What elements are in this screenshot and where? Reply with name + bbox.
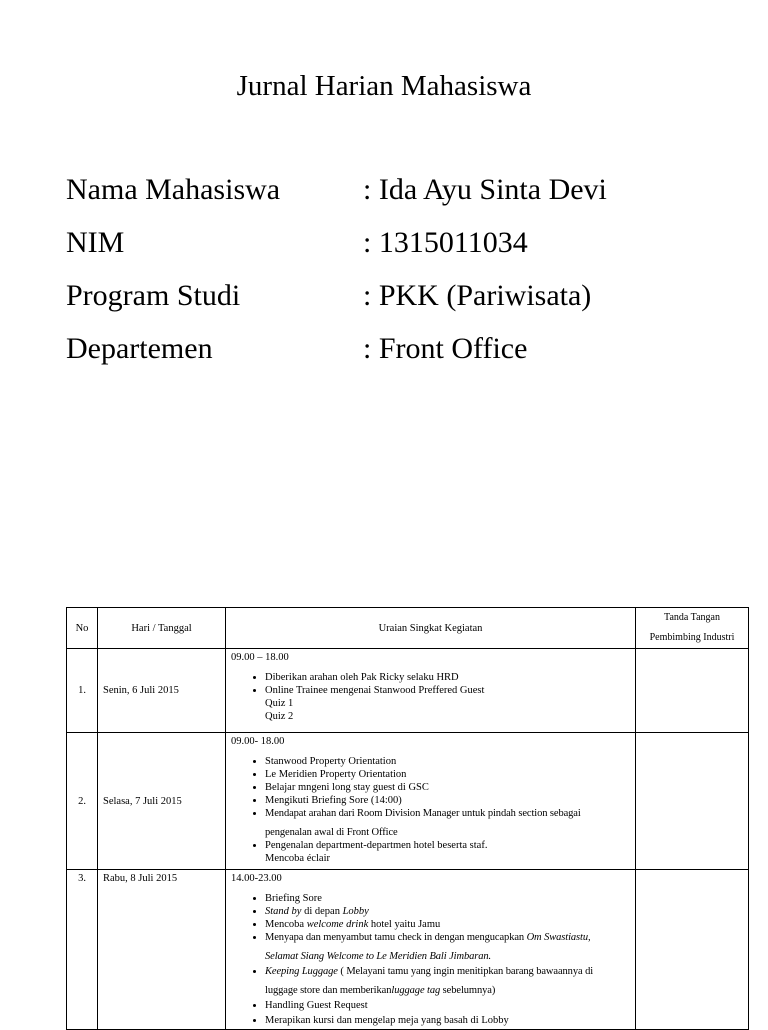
list-item: • Merapikan kursi dan mengelap meja yang basah di Lobby — [265, 1014, 630, 1027]
row-activities — [226, 870, 636, 1030]
activity-list — [231, 671, 630, 697]
list-item: • Briefing Sore — [265, 892, 630, 905]
list-item-emphasis: Keeping Luggage — [265, 966, 338, 977]
header-date: Hari / Tanggal — [98, 608, 226, 649]
list-item-text: luggage store dan memberikan — [265, 985, 392, 996]
page-title: Jurnal Harian Mahasiswa — [236, 70, 532, 102]
list-item: • Le Meridien Property Orientation — [265, 768, 630, 781]
row-no: 1. — [67, 649, 98, 733]
list-item-text: di depan — [301, 906, 343, 917]
info-value: : Front Office — [363, 332, 528, 365]
info-value: : PKK (Pariwisata) — [363, 279, 592, 312]
activity-sub-item: Quiz 1 — [265, 698, 294, 709]
list-item-emphasis: Om Swastiastu, — [526, 932, 591, 943]
table-header-row — [67, 608, 749, 649]
list-item — [265, 965, 630, 997]
row-activities — [226, 649, 636, 733]
list-item — [265, 918, 630, 931]
list-item: • Handling Guest Request — [265, 999, 630, 1012]
activity-sub-item: Mencoba éclair — [265, 853, 331, 864]
list-item-text: Mencoba — [265, 919, 307, 930]
info-label: Departemen — [66, 332, 213, 365]
activity-time: 14.00-23.00 — [231, 873, 282, 884]
row-no: 3. — [67, 870, 98, 1030]
header-no: No — [67, 608, 98, 649]
info-label: Nama Mahasiswa — [66, 173, 281, 206]
list-item-emphasis: Stand by — [265, 906, 302, 917]
row-no: 2. — [67, 733, 98, 870]
list-item-line: Mendapat arahan dari Room Division Manager untuk pindah section sebagai — [265, 808, 581, 819]
header-signature — [636, 608, 749, 649]
row-date: Selasa, 7 Juli 2015 — [98, 733, 226, 870]
list-item-emphasis: Lobby — [342, 906, 369, 917]
list-item-text: Menyapa dan menyambut tamu check in dengan mengucapkan — [265, 932, 527, 943]
list-item-line: pengenalan awal di Front Office — [265, 827, 398, 838]
info-label: NIM — [66, 226, 125, 259]
list-item-text: hotel yaitu Jamu — [368, 919, 441, 930]
info-value: : Ida Ayu Sinta Devi — [363, 173, 607, 206]
signature-cell — [636, 649, 749, 733]
list-item-emphasis: welcome drink — [306, 919, 369, 930]
list-item: • Pengenalan department-departmen hotel beserta staf. — [265, 839, 630, 852]
list-item: • Mengikuti Briefing Sore (14:00) — [265, 794, 630, 807]
list-item: • Online Trainee mengenai Stanwood Preffered Guest — [265, 684, 630, 697]
info-label: Program Studi — [66, 279, 241, 312]
row-date: Senin, 6 Juli 2015 — [98, 649, 226, 733]
activity-time: 09.00- 18.00 — [231, 736, 285, 747]
row-activities — [226, 733, 636, 870]
table-row — [67, 870, 749, 1030]
list-item — [265, 807, 630, 839]
row-date: Rabu, 8 Juli 2015 — [98, 870, 226, 1030]
list-item: • Stanwood Property Orientation — [265, 755, 630, 768]
list-item: • Belajar mngeni long stay guest di GSC — [265, 781, 630, 794]
table-row — [67, 733, 749, 870]
info-value: : 1315011034 — [363, 226, 528, 259]
activity-time: 09.00 – 18.00 — [231, 652, 289, 663]
list-item: • Diberikan arahan oleh Pak Ricky selaku HRD — [265, 671, 630, 684]
signature-cell — [636, 870, 749, 1030]
activity-sub-item: Quiz 2 — [265, 711, 294, 722]
list-item-emphasis: Selamat Siang Welcome to Le Meridien Bali Jimbaran. — [265, 951, 492, 962]
journal-table — [66, 607, 749, 1030]
signature-cell — [636, 733, 749, 870]
list-item — [265, 905, 630, 918]
activity-list — [231, 892, 630, 1027]
list-item — [265, 931, 630, 963]
table-row — [67, 649, 749, 733]
list-item-text: sebelumnya) — [440, 985, 496, 996]
activity-list — [231, 755, 630, 852]
header-signature-line2: Pembimbing Industri — [649, 632, 735, 643]
header-signature-line1: Tanda Tangan — [664, 612, 720, 623]
list-item-emphasis: luggage tag — [391, 985, 441, 996]
list-item-text: ( Melayani tamu yang ingin menitipkan barang bawaannya di — [337, 966, 594, 977]
header-activity: Uraian Singkat Kegiatan — [226, 608, 636, 649]
